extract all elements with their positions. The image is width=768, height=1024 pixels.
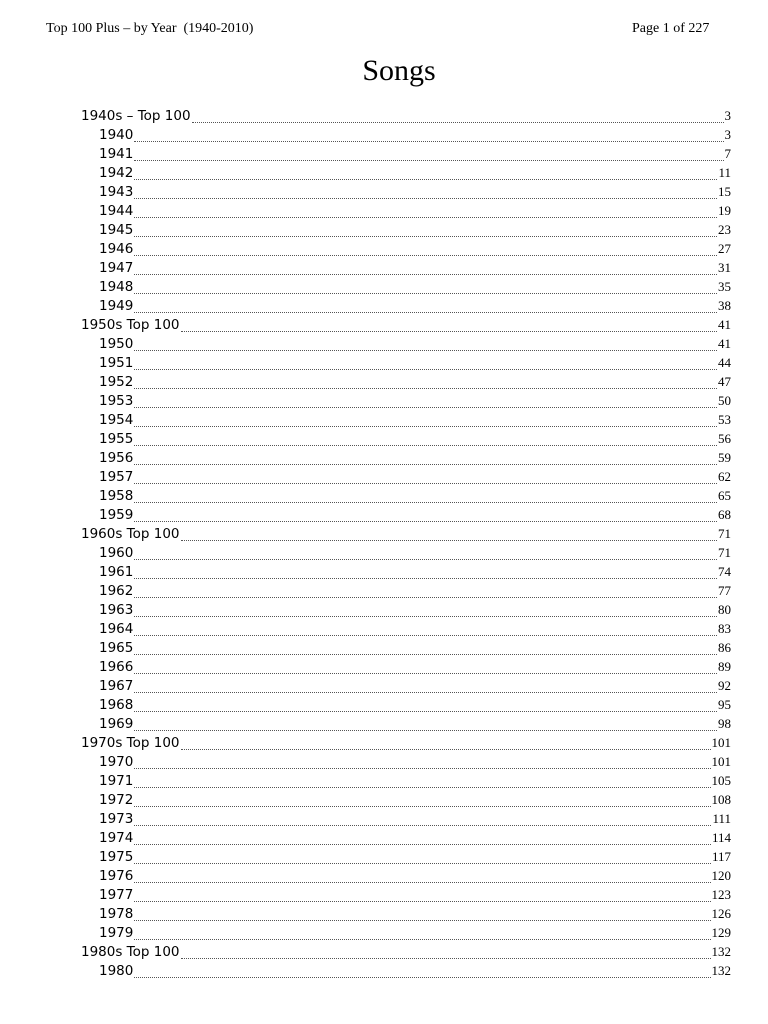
toc-leader-dots: [134, 939, 710, 940]
toc-entry-label: 1959: [99, 507, 134, 523]
toc-page-number: 126: [711, 906, 731, 921]
toc-page-number: 129: [711, 925, 731, 940]
toc-leader-dots: [134, 863, 711, 864]
toc-page-number: 77: [718, 583, 731, 598]
toc-page-number: 38: [718, 298, 731, 313]
toc-leader-dots: [134, 388, 717, 389]
toc-page-number: 132: [711, 963, 731, 978]
toc-year-entry[interactable]: [0, 488, 768, 507]
toc-leader-dots: [134, 198, 717, 199]
toc-entry-label: 1970s Top 100: [81, 735, 180, 751]
toc-year-entry[interactable]: [0, 640, 768, 659]
toc-leader-dots: [134, 920, 710, 921]
toc-entry-label: 1975: [99, 849, 134, 865]
toc-page-number: 108: [711, 792, 731, 807]
toc-leader-dots: [181, 958, 711, 959]
toc-year-entry[interactable]: [0, 906, 768, 925]
toc-page-number: 3: [724, 108, 731, 123]
toc-page-number: 53: [718, 412, 731, 427]
toc-page-number: 68: [718, 507, 731, 522]
toc-entry-label: 1952: [99, 374, 134, 390]
toc-entry-label: 1960s Top 100: [81, 526, 180, 542]
toc-entry-label: 1976: [99, 868, 134, 884]
toc-page-number: 62: [718, 469, 731, 484]
toc-entry-label: 1956: [99, 450, 134, 466]
toc-leader-dots: [134, 901, 710, 902]
toc-entry-label: 1950s Top 100: [81, 317, 180, 333]
toc-leader-dots: [181, 331, 717, 332]
toc-leader-dots: [134, 445, 717, 446]
toc-leader-dots: [134, 312, 717, 313]
toc-leader-dots: [134, 692, 717, 693]
toc-leader-dots: [134, 597, 717, 598]
toc-year-entry[interactable]: [0, 431, 768, 450]
toc-entry-label: 1954: [99, 412, 134, 428]
toc-entry-label: 1950: [99, 336, 134, 352]
toc-entry-label: 1963: [99, 602, 134, 618]
toc-leader-dots: [134, 407, 717, 408]
toc-year-entry[interactable]: [0, 127, 768, 146]
toc-year-entry[interactable]: [0, 754, 768, 773]
toc-page-number: 123: [711, 887, 731, 902]
toc-year-entry[interactable]: [0, 146, 768, 165]
toc-page-number: 132: [711, 944, 731, 959]
toc-page-number: 105: [711, 773, 731, 788]
toc-year-entry[interactable]: [0, 583, 768, 602]
toc-entry-label: 1972: [99, 792, 134, 808]
toc-year-entry[interactable]: [0, 241, 768, 260]
toc-year-entry[interactable]: [0, 165, 768, 184]
toc-leader-dots: [134, 274, 717, 275]
toc-entry-label: 1958: [99, 488, 134, 504]
toc-page-number: 71: [718, 526, 731, 541]
toc-year-entry[interactable]: [0, 792, 768, 811]
toc-year-entry[interactable]: [0, 336, 768, 355]
toc-year-entry[interactable]: [0, 374, 768, 393]
toc-leader-dots: [134, 369, 717, 370]
toc-year-entry[interactable]: [0, 811, 768, 830]
toc-page-number: 92: [718, 678, 731, 693]
toc-leader-dots: [134, 350, 717, 351]
toc-entry-label: 1941: [99, 146, 134, 162]
toc-leader-dots: [134, 844, 711, 845]
toc-leader-dots: [134, 217, 717, 218]
toc-entry-label: 1949: [99, 298, 134, 314]
toc-page-number: 80: [718, 602, 731, 617]
toc-year-entry[interactable]: [0, 564, 768, 583]
toc-page-number: 120: [711, 868, 731, 883]
toc-page-number: 89: [718, 659, 731, 674]
toc-entry-label: 1979: [99, 925, 134, 941]
toc-year-entry[interactable]: [0, 450, 768, 469]
toc-leader-dots: [134, 521, 717, 522]
toc-leader-dots: [134, 426, 717, 427]
toc-year-entry[interactable]: [0, 184, 768, 203]
toc-page-number: 101: [711, 735, 731, 750]
toc-entry-label: 1980: [99, 963, 134, 979]
toc-entry-label: 1945: [99, 222, 134, 238]
toc-leader-dots: [134, 464, 717, 465]
toc-leader-dots: [134, 578, 717, 579]
toc-entry-label: 1965: [99, 640, 134, 656]
toc-year-entry[interactable]: [0, 412, 768, 431]
running-header-title: Top 100 Plus – by Year (1940-2010): [46, 21, 254, 36]
toc-leader-dots: [181, 540, 717, 541]
toc-page-number: 74: [718, 564, 731, 579]
toc-leader-dots: [134, 502, 717, 503]
toc-entry-label: 1971: [99, 773, 134, 789]
toc-entry-label: 1969: [99, 716, 134, 732]
toc-entry-label: 1962: [99, 583, 134, 599]
toc-page-number: 111: [712, 811, 731, 826]
toc-page-number: 83: [718, 621, 731, 636]
toc-leader-dots: [134, 483, 717, 484]
toc-year-entry[interactable]: [0, 203, 768, 222]
toc-entry-label: 1980s Top 100: [81, 944, 180, 960]
toc-year-entry[interactable]: [0, 887, 768, 906]
toc-year-entry[interactable]: [0, 393, 768, 412]
toc-page-number: 56: [718, 431, 731, 446]
toc-entry-label: 1964: [99, 621, 134, 637]
toc-entry-label: 1970: [99, 754, 134, 770]
toc-leader-dots: [134, 559, 717, 560]
toc-section-entry[interactable]: [0, 317, 768, 336]
toc-entry-label: 1948: [99, 279, 134, 295]
toc-leader-dots: [134, 768, 710, 769]
toc-leader-dots: [181, 749, 711, 750]
toc-leader-dots: [134, 635, 717, 636]
toc-year-entry[interactable]: [0, 963, 768, 982]
toc-entry-label: 1940s – Top 100: [81, 108, 191, 124]
toc-entry-label: 1951: [99, 355, 134, 371]
toc-leader-dots: [134, 730, 717, 731]
toc-section-entry[interactable]: [0, 526, 768, 545]
toc-page-number: 7: [724, 146, 731, 161]
toc-page-number: 31: [718, 260, 731, 275]
toc-leader-dots: [192, 122, 724, 123]
toc-leader-dots: [134, 673, 717, 674]
toc-page-number: 19: [718, 203, 731, 218]
toc-entry-label: 1960: [99, 545, 134, 561]
toc-entry-label: 1943: [99, 184, 134, 200]
toc-year-entry[interactable]: [0, 507, 768, 526]
toc-leader-dots: [134, 711, 717, 712]
toc-entry-label: 1955: [99, 431, 134, 447]
toc-entry-label: 1968: [99, 697, 134, 713]
toc-page-number: 117: [711, 849, 731, 864]
toc-page-number: 27: [718, 241, 731, 256]
toc-page-number: 95: [718, 697, 731, 712]
toc-entry-label: 1957: [99, 469, 134, 485]
toc-year-entry[interactable]: [0, 469, 768, 488]
page-title: Songs: [362, 54, 436, 87]
toc-year-entry[interactable]: [0, 716, 768, 735]
toc-entry-label: 1978: [99, 906, 134, 922]
toc-year-entry[interactable]: [0, 697, 768, 716]
toc-year-entry[interactable]: [0, 355, 768, 374]
toc-page-number: 11: [718, 165, 731, 180]
toc-page-number: 98: [718, 716, 731, 731]
toc-leader-dots: [134, 141, 723, 142]
toc-entry-label: 1947: [99, 260, 134, 276]
toc-leader-dots: [134, 787, 710, 788]
toc-year-entry[interactable]: [0, 830, 768, 849]
toc-year-entry[interactable]: [0, 659, 768, 678]
toc-page-number: 41: [718, 317, 731, 332]
toc-leader-dots: [134, 255, 717, 256]
toc-year-entry[interactable]: [0, 545, 768, 564]
toc-page-number: 71: [718, 545, 731, 560]
toc-page-number: 47: [718, 374, 731, 389]
toc-entry-label: 1946: [99, 241, 134, 257]
toc-leader-dots: [134, 236, 717, 237]
toc-leader-dots: [134, 293, 717, 294]
toc-year-entry[interactable]: [0, 260, 768, 279]
toc-page-number: 23: [718, 222, 731, 237]
toc-page-number: 50: [718, 393, 731, 408]
toc-entry-label: 1973: [99, 811, 134, 827]
toc-page-number: 101: [711, 754, 731, 769]
toc-page-number: 86: [718, 640, 731, 655]
toc-year-entry[interactable]: [0, 222, 768, 241]
toc-leader-dots: [134, 179, 717, 180]
toc-leader-dots: [134, 825, 711, 826]
toc-leader-dots: [134, 160, 723, 161]
toc-page-number: 41: [718, 336, 731, 351]
toc-page-number: 114: [711, 830, 731, 845]
toc-year-entry[interactable]: [0, 621, 768, 640]
toc-leader-dots: [134, 882, 710, 883]
toc-entry-label: 1967: [99, 678, 134, 694]
toc-year-entry[interactable]: [0, 773, 768, 792]
toc-year-entry[interactable]: [0, 849, 768, 868]
toc-year-entry[interactable]: [0, 925, 768, 944]
toc-page-number: 15: [718, 184, 731, 199]
toc-page-number: 59: [718, 450, 731, 465]
toc-entry-label: 1961: [99, 564, 134, 580]
toc-entry-label: 1977: [99, 887, 134, 903]
toc-year-entry[interactable]: [0, 298, 768, 317]
toc-page-number: 35: [718, 279, 731, 294]
toc-entry-label: 1944: [99, 203, 134, 219]
toc-leader-dots: [134, 806, 710, 807]
toc-section-entry[interactable]: [0, 944, 768, 963]
toc-year-entry[interactable]: [0, 868, 768, 887]
toc-entry-label: 1953: [99, 393, 134, 409]
toc-leader-dots: [134, 977, 710, 978]
toc-year-entry[interactable]: [0, 279, 768, 298]
toc-year-entry[interactable]: [0, 678, 768, 697]
toc-entry-label: 1966: [99, 659, 134, 675]
toc-leader-dots: [134, 654, 717, 655]
toc-year-entry[interactable]: [0, 602, 768, 621]
toc-page-number: 3: [724, 127, 731, 142]
toc-section-entry[interactable]: [0, 108, 768, 127]
toc-page-number: 44: [718, 355, 731, 370]
toc-section-entry[interactable]: [0, 735, 768, 754]
toc-leader-dots: [134, 616, 717, 617]
toc-entry-label: 1940: [99, 127, 134, 143]
toc-entry-label: 1942: [99, 165, 134, 181]
toc-entry-label: 1974: [99, 830, 134, 846]
page-number-header: Page 1 of 227: [632, 21, 710, 36]
toc-page-number: 65: [718, 488, 731, 503]
